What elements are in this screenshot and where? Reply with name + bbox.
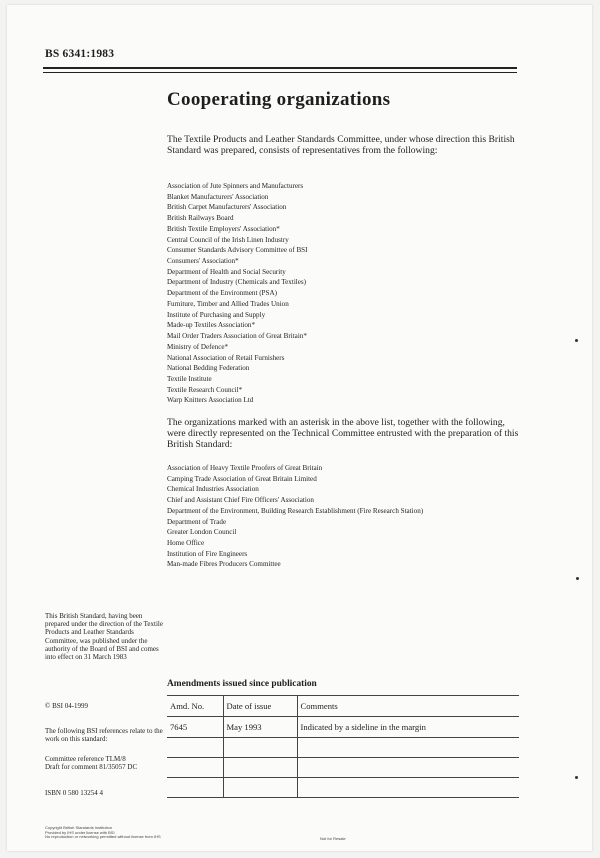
organization-item: Department of Health and Social Security — [167, 267, 286, 276]
organization-item: Mail Order Traders Association of Great Britain* — [167, 332, 307, 341]
organization-item: Central Council of the Irish Linen Industry — [167, 235, 289, 244]
date-cell — [223, 738, 297, 758]
organization-item: Ministry of Defence* — [167, 342, 229, 351]
date-cell: May 1993 — [223, 717, 297, 738]
organization-item: Association of Heavy Textile Proofers of Great Britain — [167, 464, 323, 472]
additional-organization-list — [167, 463, 423, 570]
column-header-comments: Comments — [297, 696, 519, 717]
organization-item: Chief and Assistant Chief Fire Officers' Association — [167, 496, 314, 505]
amd-no-cell — [167, 758, 223, 778]
publication-note: This British Standard, having been prepared under the direction of the Textile Products and Leather Standards Committee, was published under the authority of the Board of BSI and comes into effect on 31 March 1983 — [45, 612, 163, 662]
organization-item: Textile Research Council* — [167, 385, 243, 394]
amd-no-cell — [167, 738, 223, 758]
organization-item: Furniture, Timber and Allied Trades Union — [167, 299, 289, 308]
amendments-table — [167, 695, 519, 798]
organization-item: British Carpet Manufacturers' Association — [167, 203, 287, 212]
scan-speck — [575, 339, 578, 342]
date-cell — [223, 778, 297, 798]
organization-item: Consumers' Association* — [167, 257, 239, 266]
committee-reference: Committee reference TLM/8 — [45, 755, 126, 763]
organization-item: Chemical Industries Association — [167, 485, 259, 494]
amendments-title: Amendments issued since publication — [167, 679, 317, 689]
column-header-date: Date of issue — [223, 696, 297, 717]
organization-item: Warp Knitters Association Ltd — [167, 396, 254, 405]
comments-cell — [297, 758, 519, 778]
table-row — [167, 778, 519, 798]
table-row — [167, 717, 519, 738]
amd-no-cell: 7645 — [167, 717, 223, 738]
page-title: Cooperating organizations — [167, 89, 391, 110]
document-page — [7, 5, 592, 851]
organization-item: Department of the Environment (PSA) — [167, 289, 277, 298]
organization-item: British Railways Board — [167, 214, 234, 223]
column-header-amd-no: Amd. No. — [167, 696, 223, 717]
organization-item: Greater London Council — [167, 528, 237, 537]
organization-item: British Textile Employers' Association* — [167, 224, 280, 233]
organization-item: Institute of Purchasing and Supply — [167, 310, 266, 319]
organization-item: Home Office — [167, 539, 205, 548]
isbn: ISBN 0 580 13254 4 — [45, 789, 103, 797]
draft-reference: Draft for comment 81/35057 DC — [45, 763, 138, 771]
date-cell — [223, 758, 297, 778]
amd-no-cell — [167, 778, 223, 798]
scan-speck — [575, 776, 578, 779]
organization-item: Department of Trade — [167, 517, 227, 526]
copyright-footer — [45, 826, 161, 840]
comments-cell: Indicated by a sideline in the margin — [297, 717, 519, 738]
organization-item: Consumer Standards Advisory Committee of BSI — [167, 246, 308, 255]
scan-speck — [576, 577, 579, 580]
comments-cell — [297, 738, 519, 758]
organization-item: Association of Jute Spinners and Manufacturers — [167, 182, 304, 190]
table-row — [167, 738, 519, 758]
footer-line: Copyright British Standards Institution — [45, 825, 112, 830]
references-intro: The following BSI references relate to the work on this standard: — [45, 727, 163, 744]
footer-line: Provided by IHS under license with BSI — [45, 829, 115, 835]
resale-notice: Not for Resale — [320, 836, 346, 841]
table-row — [167, 758, 519, 778]
header-rule-thin — [43, 72, 517, 73]
comments-cell — [297, 778, 519, 798]
standard-number: BS 6341:1983 — [45, 48, 115, 60]
organization-item: National Bedding Federation — [167, 364, 250, 373]
header-rule-thick — [43, 67, 517, 69]
amendments-header-row — [167, 696, 519, 717]
copyright-notice: © BSI 04-1999 — [45, 702, 89, 710]
organization-item: Institution of Fire Engineers — [167, 549, 248, 558]
footer-line: No reproduction or networking permitted without license from IHS — [45, 834, 161, 840]
organization-item: Textile Institute — [167, 374, 212, 383]
organization-item: Department of Industry (Chemicals and Textiles) — [167, 278, 307, 287]
organization-item: Blanket Manufacturers' Association — [167, 192, 269, 201]
organization-item: Camping Trade Association of Great Britain Limited — [167, 474, 317, 483]
organization-list — [167, 181, 308, 406]
committee-intro: The Textile Products and Leather Standards Committee, under whose direction this British Standard was prepared, consists of representatives from the following: — [167, 134, 515, 157]
technical-committee-intro: The organizations marked with an asterisk in the above list, together with the following, were directly represented on the Technical Committee entrusted with the preparation of this British Standard: — [167, 417, 519, 451]
organization-item: Department of the Environment, Building Research Establishment (Fire Research Station) — [167, 506, 424, 515]
organization-item: National Association of Retail Furnishers — [167, 353, 285, 362]
organization-item: Made-up Textiles Association* — [167, 321, 256, 330]
organization-item: Man-made Fibres Producers Committee — [167, 560, 281, 569]
